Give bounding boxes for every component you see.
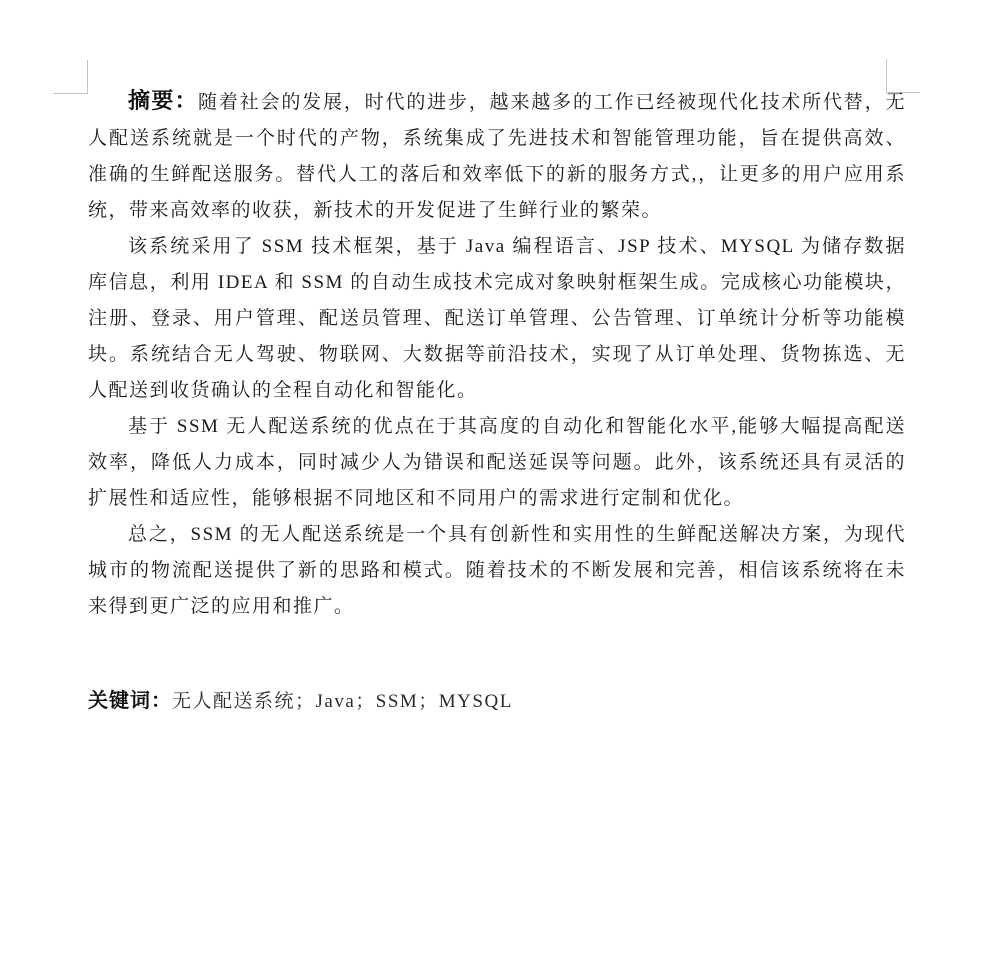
abstract-paragraph-3: 基于 SSM 无人配送系统的优点在于其高度的自动化和智能化水平,能够大幅提高配送效率，降低人力成本，同时减少人为错误和配送延误等问题。此外，该系统还具有灵活的扩展性和适应性，能够根据不同地区和不同用户的需求进行定制和优化。: [88, 416, 906, 509]
keywords-line: [88, 683, 906, 720]
keywords-value: 无人配送系统；Java；SSM；MYSQL: [172, 691, 513, 712]
abstract-paragraph-1: [88, 83, 906, 229]
abstract-paragraph-2: 该系统采用了 SSM 技术框架，基于 Java 编程语言、JSP 技术、MYSQL 为储存数据库信息，利用 IDEA 和 SSM 的自动生成技术完成对象映射框架生成。完成核心功能模块，注册、登录、用户管理、配送员管理、配送订单管理、公告管理、订单统计分析等功能模块。系统结合无人驾驶、物联网、大数据等前沿技术，实现了从订单处理、货物拣选、无人配送到收货确认的全程自动化和智能化。: [88, 236, 906, 401]
keywords-label: 关键词：: [88, 690, 172, 712]
abstract-paragraph-4: 总之，SSM 的无人配送系统是一个具有创新性和实用性的生鲜配送解决方案，为现代城市的物流配送提供了新的思路和模式。随着技术的不断发展和完善，相信该系统将在未来得到更广泛的应用和推广。: [88, 524, 906, 617]
margin-mark-top-left-horizontal: [53, 93, 88, 94]
abstract-section: [88, 83, 906, 720]
abstract-paragraph-1-text: 随着社会的发展，时代的进步，越来越多的工作已经被现代化技术所代替，无人配送系统就是一个时代的产物，系统集成了先进技术和智能管理功能，旨在提供高效、准确的生鲜配送服务。替代人工的落后和效率低下的新的服务方式,，让更多的用户应用系统，带来高效率的收获，新技术的开发促进了生鲜行业的繁荣。: [88, 92, 906, 221]
abstract-heading-label: 摘要：: [128, 88, 198, 113]
